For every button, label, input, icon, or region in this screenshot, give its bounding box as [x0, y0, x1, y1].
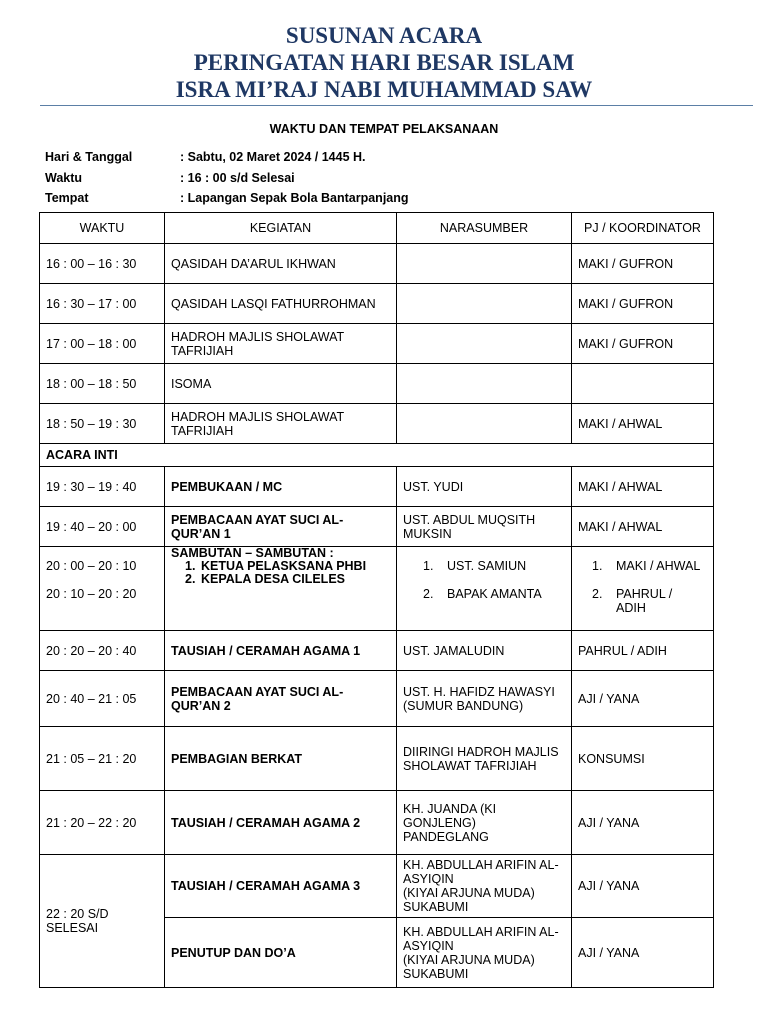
table-header-row	[40, 213, 714, 244]
list-item	[403, 559, 565, 573]
cell-kegiatan: HADROH MAJLIS SHOLAWAT TAFRIJIAH	[165, 404, 397, 444]
cell-kegiatan: TAUSIAH / CERAMAH AGAMA 2	[165, 791, 397, 855]
table-row	[40, 364, 714, 404]
narasumber-line: KH. ABDULLAH ARIFIN AL-ASYIQIN	[403, 858, 559, 886]
info-value: : Sabtu, 02 Maret 2024 / 1445 H.	[180, 150, 366, 164]
info-value: : Lapangan Sepak Bola Bantarpanjang	[180, 191, 409, 205]
cell-pj: MAKI / AHWAL	[572, 404, 714, 444]
list-item	[403, 587, 565, 601]
narasumber-line: (KIYAI ARJUNA MUDA)	[403, 952, 535, 967]
cell-narasumber	[397, 791, 572, 855]
list-number: 2.	[592, 587, 603, 601]
cell-narasumber	[397, 404, 572, 444]
cell-time: 16 : 30 – 17 : 00	[40, 284, 165, 324]
cell-time: 20 : 20 – 20 : 40	[40, 631, 165, 671]
cell-time: 16 : 00 – 16 : 30	[40, 244, 165, 284]
cell-pj: AJI / YANA	[572, 855, 714, 918]
cell-pj: MAKI / AHWAL	[572, 467, 714, 507]
table-row	[40, 631, 714, 671]
info-label: Hari & Tanggal	[45, 150, 133, 164]
cell-kegiatan: QASIDAH LASQI FATHURROHMAN	[165, 284, 397, 324]
cell-time: 19 : 30 – 19 : 40	[40, 467, 165, 507]
cell-narasumber	[397, 244, 572, 284]
cell-pj	[572, 364, 714, 404]
cell-narasumber	[397, 727, 572, 791]
title-line-1: SUSUNAN ACARA	[285, 23, 483, 48]
list-number: 2.	[185, 572, 196, 586]
narasumber-line: (KIYAI ARJUNA MUDA)	[403, 886, 535, 900]
cell-time: 17 : 00 – 18 : 00	[40, 324, 165, 364]
cell-pj: MAKI / GUFRON	[572, 324, 714, 364]
cell-narasumber: UST. JAMALUDIN	[397, 631, 572, 671]
cell-pj: MAKI / AHWAL	[572, 507, 714, 547]
cell-time: 18 : 00 – 18 : 50	[40, 364, 165, 404]
title-line-2: PERINGATAN HARI BESAR ISLAM	[193, 50, 575, 75]
cell-narasumber	[397, 547, 572, 631]
cell-pj: AJI / YANA	[572, 671, 714, 727]
table-row	[40, 671, 714, 727]
narasumber-item-1: UST. SAMIUN	[447, 559, 527, 573]
pj-item-2: PAHRUL / ADIH	[616, 587, 673, 615]
cell-narasumber	[397, 364, 572, 404]
narasumber-line: (SUMUR BANDUNG)	[403, 698, 524, 713]
section-title: WAKTU DAN TEMPAT PELAKSANAAN	[269, 122, 499, 136]
cell-time: 22 : 20 S/D SELESAI	[40, 855, 165, 988]
cell-time: 18 : 50 – 19 : 30	[40, 404, 165, 444]
table-row	[40, 324, 714, 364]
cell-time: 21 : 20 – 22 : 20	[40, 791, 165, 855]
cell-time: 19 : 40 – 20 : 00	[40, 507, 165, 547]
table-row	[40, 284, 714, 324]
cell-narasumber: UST. YUDI	[397, 467, 572, 507]
narasumber-line: PANDEGLANG	[403, 829, 489, 844]
cell-narasumber	[397, 855, 572, 918]
sambutan-item-1: KETUA PELASKSANA PHBI	[201, 559, 367, 573]
list-number: 2.	[423, 587, 434, 601]
table-row	[40, 467, 714, 507]
schedule-table	[39, 212, 714, 988]
narasumber-line: DIIRINGI HADROH MAJLIS SHOLAWAT TAFRIJIAH	[403, 744, 559, 773]
sambutan-row	[40, 547, 714, 631]
narasumber-line: KH. ABDULLAH ARIFIN AL-ASYIQIN	[403, 924, 559, 953]
column-header-narasumber: NARASUMBER	[397, 213, 572, 244]
header-divider	[40, 105, 753, 106]
sambutan-item-2: KEPALA DESA CILELES	[201, 572, 345, 586]
narasumber-item-2: BAPAK AMANTA	[447, 587, 542, 601]
cell-pj: KONSUMSI	[572, 727, 714, 791]
sambutan-heading: SAMBUTAN – SAMBUTAN :	[171, 546, 334, 560]
cell-kegiatan: ISOMA	[165, 364, 397, 404]
list-item	[578, 559, 707, 573]
cell-kegiatan: PEMBAGIAN BERKAT	[165, 727, 397, 791]
cell-pj: MAKI / GUFRON	[572, 244, 714, 284]
cell-kegiatan: PEMBACAAN AYAT SUCI AL-QUR’AN 1	[165, 507, 397, 547]
cell-time	[40, 547, 165, 631]
cell-pj: AJI / YANA	[572, 918, 714, 988]
list-number: 1.	[592, 559, 603, 573]
list-item	[171, 573, 390, 586]
pj-list	[578, 559, 707, 615]
table-row	[40, 855, 714, 918]
cell-kegiatan: QASIDAH DA’ARUL IKHWAN	[165, 244, 397, 284]
cell-kegiatan: PENUTUP DAN DO’A	[165, 918, 397, 988]
table-row	[40, 507, 714, 547]
cell-kegiatan: PEMBACAAN AYAT SUCI AL-QUR’AN 2	[165, 671, 397, 727]
cell-kegiatan: PEMBUKAAN / MC	[165, 467, 397, 507]
narasumber-line: SUKABUMI	[403, 900, 469, 914]
document-title	[0, 22, 768, 103]
narasumber-line: UST. H. HAFIDZ HAWASYI	[403, 684, 555, 699]
narasumber-line: KH. JUANDA (KI GONJLENG)	[403, 801, 497, 830]
cell-narasumber: UST. ABDUL MUQSITH MUKSIN	[397, 507, 572, 547]
table-row	[40, 791, 714, 855]
sambutan-list	[171, 560, 390, 586]
table-row	[40, 727, 714, 791]
column-header-kegiatan: KEGIATAN	[165, 213, 397, 244]
table-row	[40, 404, 714, 444]
cell-time: 20 : 40 – 21 : 05	[40, 671, 165, 727]
info-label: Waktu	[45, 171, 83, 185]
cell-narasumber	[397, 918, 572, 988]
cell-pj: AJI / YANA	[572, 791, 714, 855]
cell-time: 21 : 05 – 21 : 20	[40, 727, 165, 791]
acara-inti-row	[40, 444, 714, 467]
column-header-pj: PJ / KOORDINATOR	[572, 213, 714, 244]
cell-narasumber	[397, 324, 572, 364]
cell-kegiatan: TAUSIAH / CERAMAH AGAMA 1	[165, 631, 397, 671]
list-item	[578, 587, 707, 615]
sambutan-time-1: 20 : 00 – 20 : 10	[46, 559, 137, 573]
info-label: Tempat	[45, 191, 89, 205]
cell-narasumber	[397, 671, 572, 727]
sambutan-time-2: 20 : 10 – 20 : 20	[46, 587, 137, 601]
column-header-waktu: WAKTU	[40, 213, 165, 244]
cell-pj	[572, 547, 714, 631]
cell-kegiatan	[165, 547, 397, 631]
cell-kegiatan: HADROH MAJLIS SHOLAWAT TAFRIJIAH	[165, 324, 397, 364]
cell-pj: PAHRUL / ADIH	[572, 631, 714, 671]
pj-item-1: MAKI / AHWAL	[616, 559, 701, 573]
list-number: 1.	[185, 559, 196, 573]
cell-narasumber	[397, 284, 572, 324]
list-number: 1.	[423, 559, 434, 573]
narasumber-list	[403, 559, 565, 601]
cell-kegiatan: TAUSIAH / CERAMAH AGAMA 3	[165, 855, 397, 918]
title-line-3: ISRA MI’RAJ NABI MUHAMMAD SAW	[175, 77, 593, 102]
table-row	[40, 244, 714, 284]
acara-inti-label: ACARA INTI	[40, 444, 714, 467]
info-value: : 16 : 00 s/d Selesai	[180, 171, 295, 185]
narasumber-line: SUKABUMI	[403, 966, 469, 981]
cell-pj: MAKI / GUFRON	[572, 284, 714, 324]
